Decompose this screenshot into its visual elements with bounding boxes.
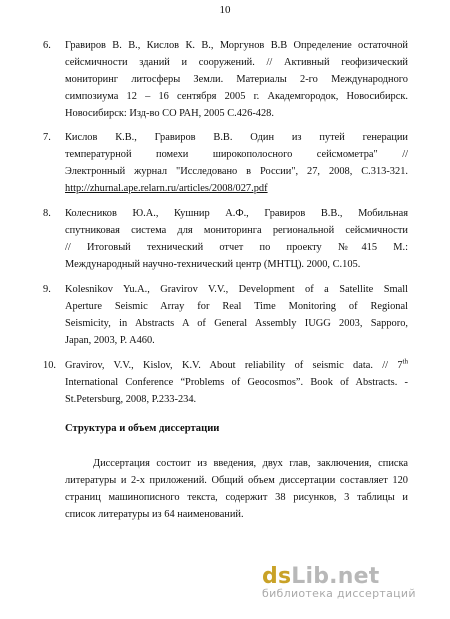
reference-line: Кислов К.В., Гравиров В.В. Один из путей генерации: [65, 132, 408, 143]
reference-line: спутниковая система для мониторинга региональной сейсмичности: [65, 225, 408, 236]
logo-prefix: ds: [262, 564, 292, 589]
reference-line: Aperture Seismic Array for Real Time Monitoring of Regional: [65, 301, 408, 312]
reference-line: мониторинг литосферы Земли. Материалы 2-го Международного: [65, 74, 408, 85]
watermark-logo: [262, 564, 447, 589]
reference-item-9: [43, 281, 408, 349]
reference-line: Новосибирск: Изд-во СО РАН, 2005 С.426-428.: [65, 108, 274, 119]
reference-item-7: [43, 129, 408, 197]
paragraph-line: список литературы из 64 наименований.: [65, 509, 244, 520]
reference-line: симпозиума 12 – 16 сентября 2005 г. Академгородок, Новосибирск.: [65, 91, 408, 102]
reference-line: Japan, 2003, P. A460.: [65, 335, 155, 346]
reference-line: Колесников Ю.А., Кушнир А.Ф., Гравиров В.В., Мобильная: [65, 208, 408, 219]
reference-number: 10.: [43, 360, 56, 371]
reference-line: Seismicity, in Abstracts A of General Assembly IUGG 2003, Sapporo,: [65, 318, 408, 329]
reference-line: сейсмичности зданий и сооружений. // Активный геофизический: [65, 57, 408, 68]
reference-line: International Conference “Problems of Geocosmos”. Book of Abstracts. -: [65, 377, 408, 388]
watermark-caption: библиотека диссертаций: [262, 587, 416, 600]
reference-line: Гравиров В. В., Кислов К. В., Моргунов В.В Определение остаточной: [65, 40, 408, 51]
reference-url-link[interactable]: http://zhurnal.ape.relarn.ru/articles/2008/027.pdf: [65, 183, 268, 194]
reference-line: // Итоговый технический отчет по проекту №415 М.:: [65, 242, 408, 253]
dslib-watermark: [262, 564, 447, 600]
reference-line: Электронный журнал "Исследовано в России", 27, 2008, С.313-321.: [65, 166, 408, 177]
reference-line: Международный научно-технический центр (МНТЦ). 2000, С.105.: [65, 259, 361, 270]
reference-line: St.Petersburg, 2008, P.233-234.: [65, 394, 197, 405]
reference-line-text: Gravirov, V.V., Kislov, K.V. About reliability of seismic data. // 7: [65, 360, 403, 371]
paragraph-line: Диссертация состоит из введения, двух глав, заключения, списка: [93, 458, 408, 469]
paragraph-line: страниц машинописного текста, содержит 38 рисунков, 3 таблицы и: [65, 492, 408, 503]
reference-line: Kolesnikov Yu.A., Gravirov V.V., Development of a Satellite Small: [65, 284, 408, 295]
reference-item-8: [43, 205, 408, 273]
ordinal-superscript: th: [402, 357, 408, 366]
section-title: Структура и объем диссертации: [65, 423, 220, 434]
logo-suffix: Lib.net: [291, 564, 380, 589]
page-number: 10: [219, 4, 231, 16]
reference-line: [65, 357, 408, 374]
paragraph-line: литературы и 2-х приложений. Общий объем диссертации составляет 120: [65, 475, 408, 486]
reference-number: 7.: [43, 132, 51, 143]
reference-item-10: [43, 357, 408, 408]
reference-number: 9.: [43, 284, 51, 295]
body-paragraph: [65, 455, 408, 523]
reference-number: 8.: [43, 208, 51, 219]
reference-number: 6.: [43, 40, 51, 51]
reference-item-6: [43, 37, 408, 122]
reference-line: температурной помехи широкополосного сейсмометра" //: [65, 149, 408, 160]
